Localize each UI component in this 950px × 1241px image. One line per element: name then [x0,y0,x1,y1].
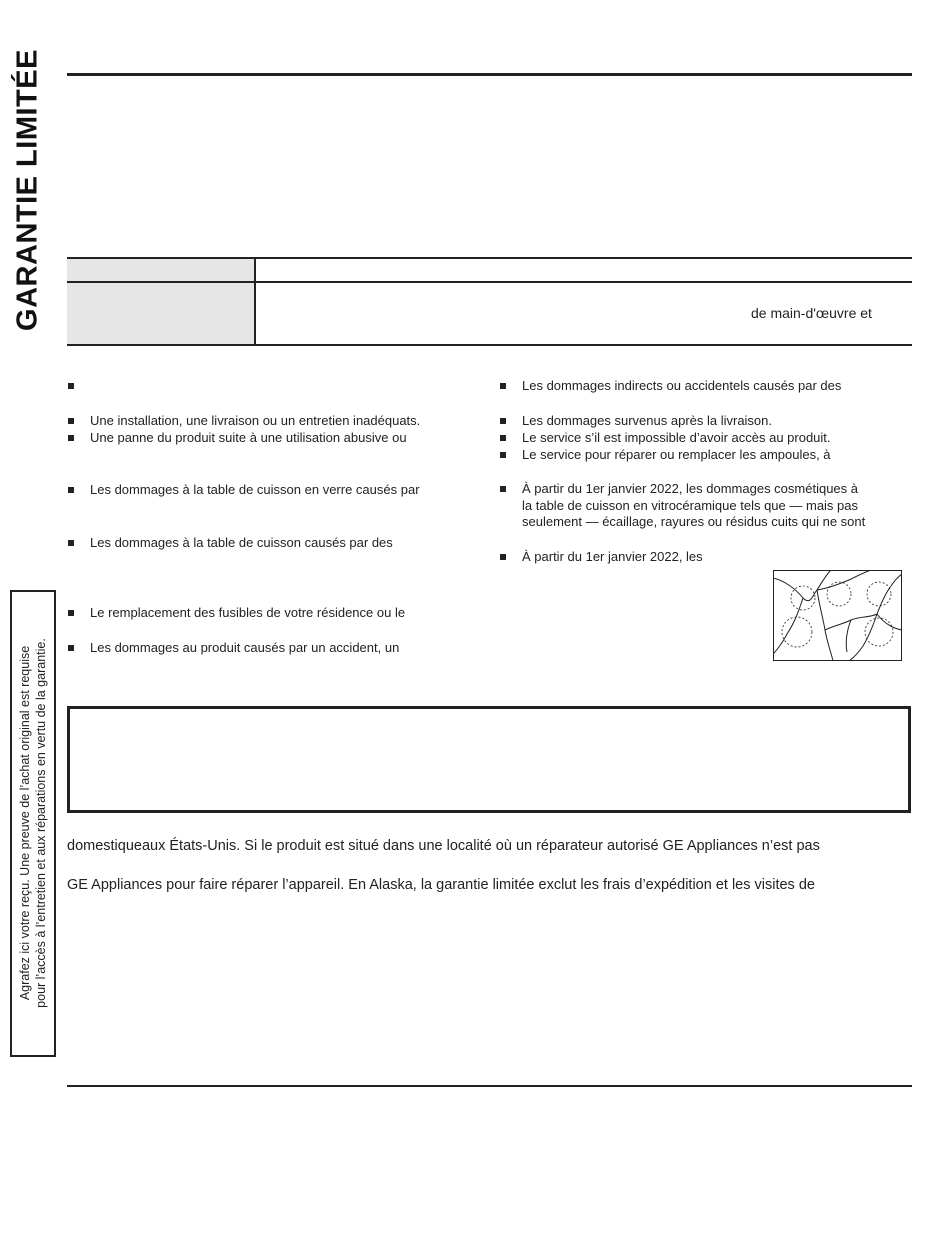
list-item [500,481,865,531]
bullet-icon [68,435,74,441]
list-item-text: Les dommages au produit causés par un accident, un [90,640,400,655]
bullet-icon [68,418,74,424]
list-item-text: À partir du 1er janvier 2022, les dommages cosmétiques à [522,481,859,496]
bullet-icon [500,383,506,389]
bullet-icon [68,610,74,616]
bottom-rule [67,1085,912,1087]
table-bottom-rule [67,344,912,346]
list-item [68,430,407,447]
table-coverage-text: de main-d'œuvre et [751,305,872,321]
receipt-instructions [17,638,49,1008]
list-item [68,605,405,622]
table-label-cell [67,283,254,345]
list-item-text: Une panne du produit suite à une utilisation abusive ou [90,430,407,445]
bullet-icon [500,486,506,492]
list-item [500,549,703,566]
cracked-cooktop-illustration [773,570,902,661]
list-item-text: Les dommages à la table de cuisson causés par des [90,535,393,550]
list-item [500,378,841,395]
list-item-text: Les dommages survenus après la livraison. [522,413,773,428]
list-item-text: la table de cuisson en vitrocéramique tels que — mais pas [522,497,859,513]
list-item-text: Les dommages à la table de cuisson en verre causés par [90,482,420,497]
list-item [68,413,420,430]
bullet-icon [500,435,506,441]
list-item [500,447,831,464]
bullet-icon [500,452,506,458]
body-paragraph: GE Appliances pour faire réparer l’appareil. En Alaska, la garantie limitée exclut les frais d’expédition et les visites de [67,877,815,893]
list-item-text: seulement — écaillage, rayures ou résidus cuits qui ne sont [522,514,866,529]
list-item-text: À partir du 1er janvier 2022, les [522,549,703,564]
bullet-icon [500,554,506,560]
bullet-icon [68,383,74,389]
list-item-text: Le service pour réparer ou remplacer les ampoules, à [522,447,831,462]
list-item-text: Une installation, une livraison ou un entretien inadéquats. [90,413,421,428]
list-item [68,482,420,499]
bullet-icon [68,540,74,546]
list-item [500,413,772,430]
list-item-text: Les dommages indirects ou accidentels causés par des [522,378,842,393]
list-item [68,535,393,552]
list-item [500,430,831,447]
body-paragraph: domestiqueaux États-Unis. Si le produit est situé dans une localité où un réparateur autorisé GE Appliances n’est pas [67,838,820,854]
side-title: GARANTIE LIMITÉE [11,49,44,331]
list-item-text: Le remplacement des fusibles de votre résidence ou le [90,605,406,620]
bullet-icon [500,418,506,424]
list-item [68,640,399,657]
table-divider [254,257,256,346]
list-item-text: Le service s’il est impossible d’avoir accès au produit. [522,430,831,445]
receipt-line-1: Agrafez ici votre reçu. Une preuve de l’achat original est requise [18,645,32,1001]
bullet-icon [68,487,74,493]
table-header-cell [67,259,254,281]
receipt-line-2: pour l’accès à l’entretien et aux réparations en vertu de la garantie. [34,638,48,1008]
notice-box [67,706,911,813]
top-rule [67,73,912,76]
bullet-icon [68,645,74,651]
